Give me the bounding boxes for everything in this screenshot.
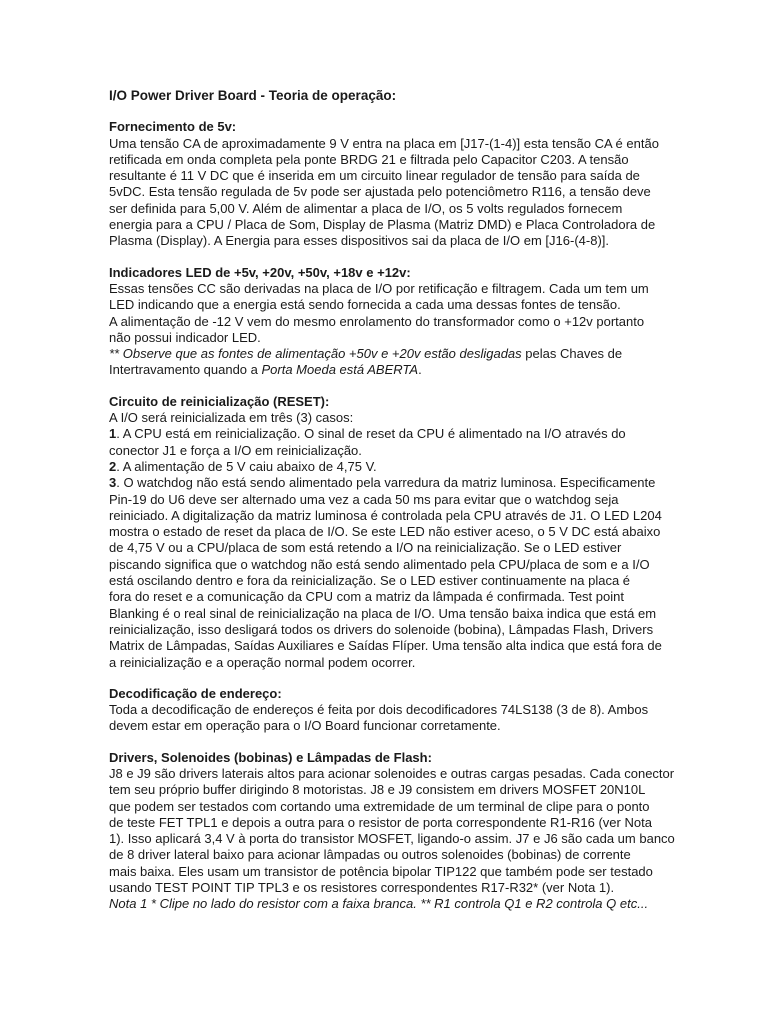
- paragraph-line: 5vDC. Esta tensão regulada de 5v pode ser ajustada pelo potenciômetro R116, a tensão deve: [109, 184, 651, 200]
- item-number: 3: [109, 475, 117, 491]
- item-text: . A CPU está em reinicialização. O sinal de reset da CPU é alimentado na I/O através do: [116, 426, 626, 442]
- note-text: pelas Chaves de: [521, 346, 623, 362]
- document-title: I/O Power Driver Board - Teoria de operação:: [109, 88, 397, 103]
- list-item: [109, 426, 669, 442]
- paragraph-line: Uma tensão CA de aproximadamente 9 V entra na placa em [J17-(1-4)] esta tensão CA é então: [109, 135, 659, 151]
- paragraph-line: de 8 driver lateral baixo para acionar lâmpadas ou outros solenoides (bobinas) de corrente: [109, 847, 631, 863]
- section-title: Circuito de reinicialização (RESET):: [109, 393, 330, 409]
- section-title: Decodificação de endereço:: [109, 685, 282, 701]
- paragraph-line: Essas tensões CC são derivadas na placa de I/O por retificação e filtragem. Cada um tem um: [109, 280, 649, 296]
- paragraph-line: que podem ser testados com cortando uma extremidade de um terminal de clipe para o ponto: [109, 798, 650, 814]
- item-text: . A alimentação de 5 V caiu abaixo de 4,75 V.: [116, 458, 377, 474]
- paragraph-line: Plasma (Display). A Energia para esses dispositivos sai da placa de I/O em [J16-(4-8)].: [109, 233, 609, 249]
- section-power-supply: [109, 119, 669, 249]
- paragraph-line: ser definida para 5,00 V. Além de alimentar a placa de I/O, os 5 volts regulados fornecem: [109, 200, 623, 216]
- paragraph-line: Pin-19 do U6 deve ser alternado uma vez a cada 50 ms para evitar que o watchdog seja: [109, 491, 619, 507]
- section-title: Indicadores LED de +5v, +20v, +50v, +18v e +12v:: [109, 264, 411, 280]
- paragraph-line: tem seu próprio buffer dirigindo 8 motoristas. J8 e J9 consistem em drivers MOSFET 20N10L: [109, 782, 646, 798]
- paragraph-line: conector J1 e força a I/O em reinicialização.: [109, 442, 362, 458]
- note-line: [109, 346, 669, 362]
- list-item: [109, 475, 669, 491]
- note-text: .: [418, 362, 422, 378]
- list-item: [109, 459, 669, 475]
- item-number: 2: [109, 458, 117, 474]
- paragraph-line: Blanking é o real sinal de reinicialização na placa de I/O. Uma tensão baixa indica que está em: [109, 605, 657, 621]
- section-led-indicators: [109, 265, 669, 379]
- paragraph-line: resultante é 11 V DC que é inserida em um circuito linear regulador de tensão para saída de: [109, 168, 640, 184]
- item-text: . O watchdog não está sendo alimentado pela varredura da matriz luminosa. Especificamente: [116, 475, 656, 491]
- paragraph-line: devem estar em operação para o I/O Board funcionar corretamente.: [109, 718, 501, 734]
- paragraph-line: mostra o estado de reset da placa de I/O. Se este LED não estiver aceso, o 5 V DC está abaixo: [109, 524, 661, 540]
- paragraph-line: está oscilando dentro e fora da reinicialização. Se o LED estiver continuamente na placa é: [109, 573, 631, 589]
- section-drivers: [109, 749, 675, 913]
- paragraph-line: LED indicando que a energia está sendo fornecida a cada uma dessas fontes de tensão.: [109, 297, 621, 313]
- paragraph-line: A I/O será reinicializada em três (3) casos:: [109, 410, 354, 426]
- paragraph-line: retificada em onda completa pela ponte BRDG 21 e filtrada pelo Capacitor C203. A tensão: [109, 151, 629, 167]
- section-title: Drivers, Solenoides (bobinas) e Lâmpadas de Flash:: [109, 749, 432, 765]
- paragraph-line: 1). Isso aplicará 3,4 V à porta do transistor MOSFET, ligando-o assim. J7 e J6 são cada um banco: [109, 831, 675, 847]
- section-reset-circuit: [109, 394, 669, 671]
- paragraph-line: reiniciado. A digitalização da matriz luminosa é controlada pela CPU através de J1. O LED L204: [109, 507, 662, 523]
- paragraph-line: a reinicialização e a operação normal podem ocorrer.: [109, 654, 416, 670]
- footnote: Nota 1 * Clipe no lado do resistor com a faixa branca. ** R1 controla Q1 e R2 controla Q etc...: [109, 896, 649, 912]
- note-line: [109, 362, 669, 378]
- note-text: Intertravamento quando a: [109, 362, 262, 378]
- note-italic-text: ** Observe que as fontes de alimentação +50v e +20v estão desligadas: [109, 346, 522, 362]
- paragraph-line: Matrix de Lâmpadas, Saídas Auxiliares e Saídas Flíper. Uma tensão alta indica que está fora de: [109, 638, 662, 654]
- paragraph-line: não possui indicador LED.: [109, 329, 261, 345]
- paragraph-line: energia para a CPU / Placa de Som, Display de Plasma (Matriz DMD) e Placa Controladora de: [109, 217, 656, 233]
- document-body: [109, 88, 675, 928]
- paragraph-line: reinicialização, isso desligará todos os drivers do solenoide (bobina), Lâmpadas Flash, Drivers: [109, 621, 654, 637]
- paragraph-line: fora do reset e a comunicação da CPU com a matriz da lâmpada é confirmada. Test point: [109, 589, 624, 605]
- paragraph-line: usando TEST POINT TIP TPL3 e os resistores correspondentes R17-R32* (ver Nota 1).: [109, 880, 615, 896]
- paragraph-line: J8 e J9 são drivers laterais altos para acionar solenoides e outras cargas pesadas. Cada conector: [109, 765, 675, 781]
- paragraph-line: mais baixa. Eles usam um transistor de potência bipolar TIP122 que também pode ser testado: [109, 863, 653, 879]
- note-italic-text: Porta Moeda está ABERTA: [261, 362, 419, 378]
- paragraph-line: A alimentação de -12 V vem do mesmo enrolamento do transformador como o +12v portanto: [109, 313, 645, 329]
- item-number: 1: [109, 426, 117, 442]
- section-title: Fornecimento de 5v:: [109, 119, 237, 135]
- paragraph-line: Toda a decodificação de endereços é feita por dois decodificadores 74LS138 (3 de 8). Ambos: [109, 702, 649, 718]
- paragraph-line: de teste FET TPL1 e depois a outra para o resistor de porta correspondente R1-R16 (ver Nota: [109, 814, 652, 830]
- paragraph-line: piscando significa que o watchdog não está sendo alimentado pela CPU/placa de som e a I/O: [109, 556, 650, 572]
- section-address-decoding: [109, 686, 669, 735]
- paragraph-line: de 4,75 V ou a CPU/placa de som está retendo a I/O na reinicialização. Se o LED estiver: [109, 540, 622, 556]
